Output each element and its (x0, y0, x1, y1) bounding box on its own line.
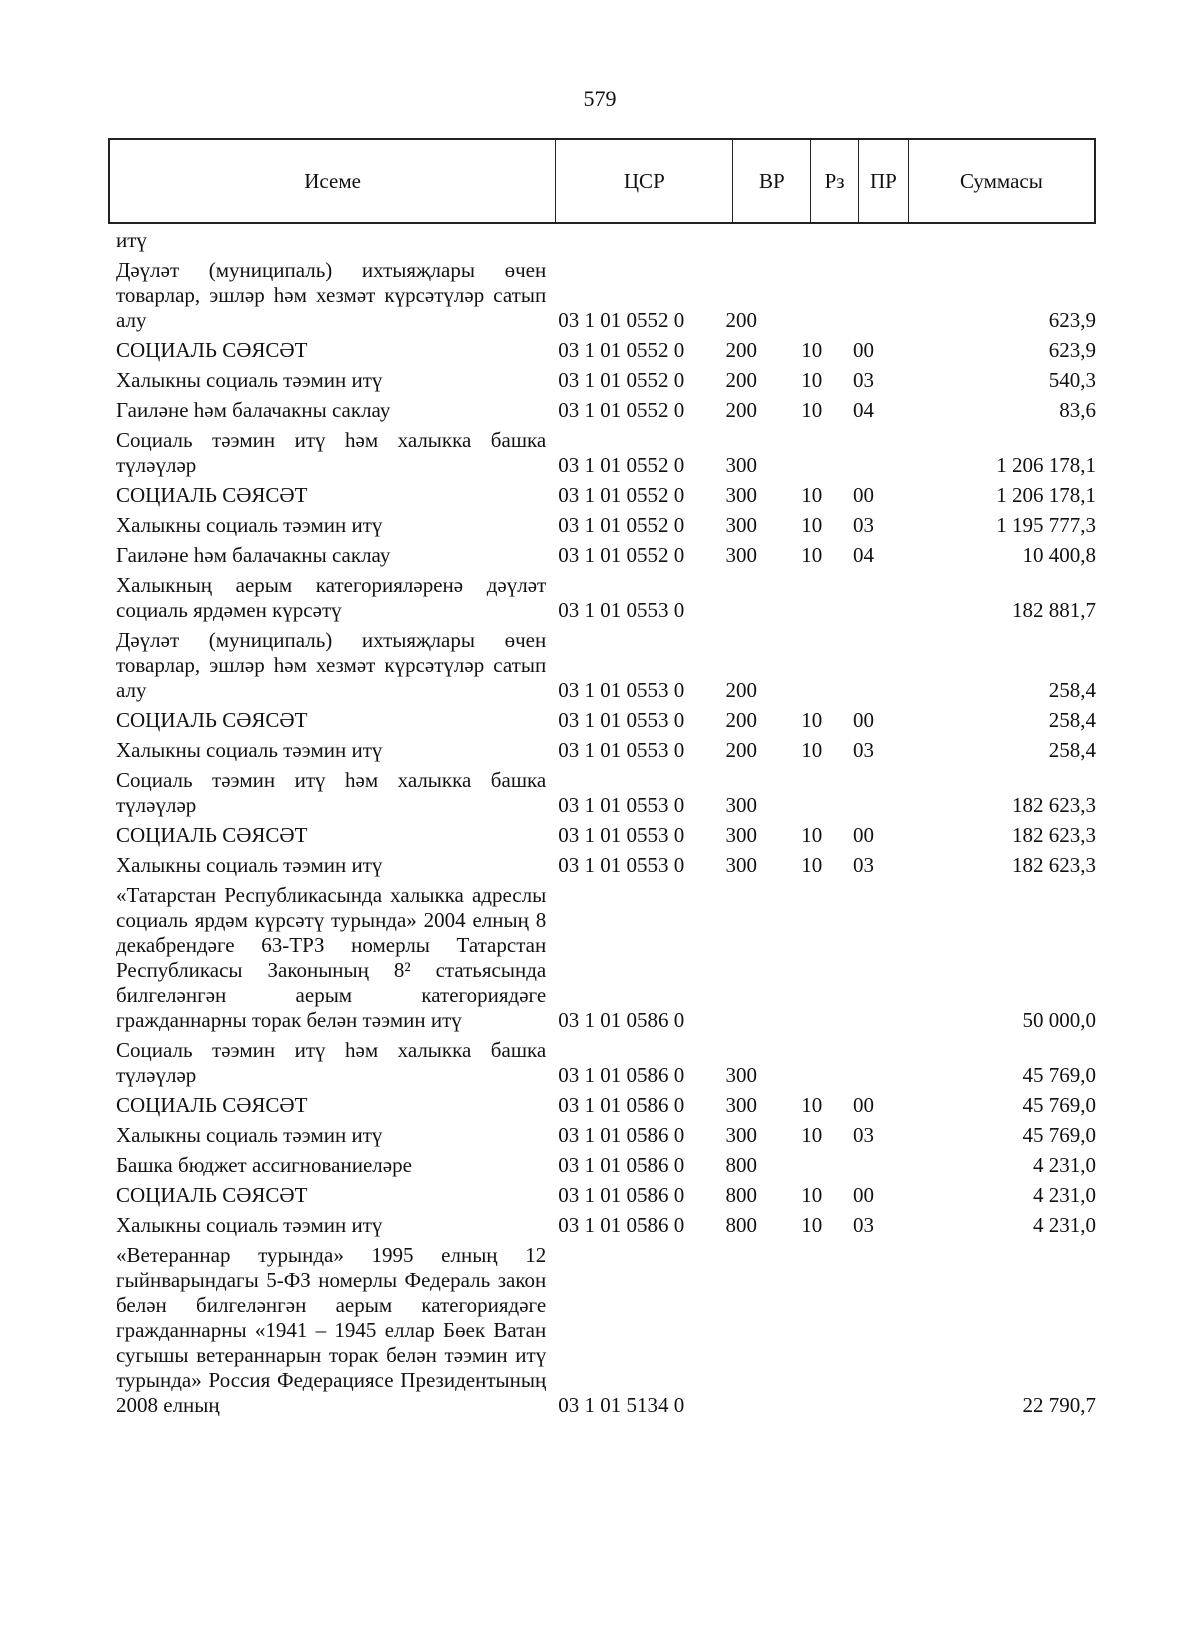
row-rz: 10 (801, 338, 823, 362)
row-csr: 03 1 01 5134 0 (558, 1393, 685, 1417)
row-vr: 200 (725, 338, 758, 362)
row-pr: 03 (853, 368, 875, 392)
row-pr: 04 (853, 398, 875, 422)
row-pr: 00 (853, 483, 875, 507)
row-name: СОЦИАЛЬ СӘЯСӘТ (116, 1183, 308, 1207)
row-rz: 10 (801, 708, 823, 732)
page-number: 579 (583, 86, 617, 111)
row-vr: 800 (725, 1153, 758, 1177)
table-row (116, 628, 1096, 703)
row-sum: 1 206 178,1 (996, 453, 1096, 477)
table-row (116, 398, 1096, 423)
table-row (116, 883, 1096, 1033)
header-sum: Суммасы (959, 168, 1043, 193)
row-sum: 4 231,0 (1033, 1213, 1096, 1237)
row-name: Халыкны социаль тәэмин итү (116, 1123, 383, 1147)
table-row (116, 1153, 1096, 1178)
row-csr: 03 1 01 0552 0 (558, 338, 685, 362)
row-vr: 300 (725, 1093, 758, 1117)
row-name: СОЦИАЛЬ СӘЯСӘТ (116, 1093, 308, 1117)
row-pr: 04 (853, 543, 875, 567)
row-csr: 03 1 01 0586 0 (558, 1153, 685, 1177)
row-csr: 03 1 01 0553 0 (558, 793, 685, 817)
row-sum: 1 206 178,1 (996, 483, 1096, 507)
table-header (108, 138, 1096, 224)
row-name: Башка бюджет ассигнованиеләре (116, 1153, 412, 1177)
row-rz: 10 (801, 1183, 823, 1207)
row-name: Социаль тәэмин итү һәм халыкка башка түләүләр (116, 428, 547, 477)
row-sum: 45 769,0 (1022, 1093, 1096, 1117)
row-rz: 10 (801, 398, 823, 422)
row-vr: 300 (725, 483, 758, 507)
row-csr: 03 1 01 0586 0 (558, 1213, 685, 1237)
row-sum: 45 769,0 (1022, 1123, 1096, 1147)
table-row (116, 1213, 1096, 1238)
table-body (116, 228, 1096, 1423)
row-vr: 800 (725, 1213, 758, 1237)
row-rz: 10 (801, 543, 823, 567)
row-vr: 300 (725, 853, 758, 877)
table-row (116, 543, 1096, 568)
row-csr: 03 1 01 0553 0 (558, 823, 685, 847)
header-vr: ВР (733, 140, 811, 222)
table-row (116, 228, 1096, 253)
row-rz: 10 (801, 1213, 823, 1237)
row-name: «Ветераннар турында» 1995 елның 12 гыйнварындагы 5-ФЗ номерлы Федераль закон белән билгеләнгән аерым категориядәге гражданнарны «1941 – 1945 еллар Бөек Ватан сугышы ветераннарын торак белән тәэмин итү турында» Россия Федерациясе Президентының 2008 елның (116, 1243, 547, 1417)
row-sum: 258,4 (1048, 738, 1096, 762)
row-sum: 623,9 (1048, 308, 1096, 332)
row-vr: 200 (725, 398, 758, 422)
table-row (116, 823, 1096, 848)
row-rz: 10 (801, 368, 823, 392)
row-sum: 182 623,3 (1012, 853, 1096, 877)
table-row (116, 708, 1096, 733)
row-sum: 22 790,7 (1022, 1393, 1096, 1417)
row-sum: 45 769,0 (1022, 1063, 1096, 1087)
row-name: Гаиләне һәм балачакны саклау (116, 398, 391, 422)
row-rz: 10 (801, 1093, 823, 1117)
row-vr: 300 (725, 513, 758, 537)
row-csr: 03 1 01 0586 0 (558, 1063, 685, 1087)
row-rz: 10 (801, 823, 823, 847)
row-vr: 300 (725, 823, 758, 847)
row-name: СОЦИАЛЬ СӘЯСӘТ (116, 708, 308, 732)
table-row (116, 738, 1096, 763)
row-vr: 200 (725, 738, 758, 762)
row-rz: 10 (801, 1123, 823, 1147)
row-pr: 00 (853, 338, 875, 362)
row-name: Дәүләт (муниципаль) ихтыяҗлары өчен товарлар, эшләр һәм хезмәт күрсәтүләр сатып алу (116, 258, 547, 332)
row-vr: 200 (725, 678, 758, 702)
row-name: Халыкны социаль тәэмин итү (116, 513, 383, 537)
row-sum: 10 400,8 (1022, 543, 1096, 567)
row-sum: 4 231,0 (1033, 1153, 1096, 1177)
row-csr: 03 1 01 0586 0 (558, 1123, 685, 1147)
table-row (116, 1183, 1096, 1208)
row-rz: 10 (801, 738, 823, 762)
row-pr: 03 (853, 1123, 875, 1147)
row-pr: 00 (853, 1093, 875, 1117)
row-csr: 03 1 01 0553 0 (558, 598, 685, 622)
row-sum: 182 623,3 (1012, 823, 1096, 847)
table-row (116, 483, 1096, 508)
row-csr: 03 1 01 0552 0 (558, 543, 685, 567)
table-row (116, 258, 1096, 333)
table-row (116, 1093, 1096, 1118)
row-vr: 300 (725, 1123, 758, 1147)
row-vr: 200 (725, 708, 758, 732)
row-rz: 10 (801, 483, 823, 507)
row-vr: 200 (725, 308, 758, 332)
row-vr: 300 (725, 453, 758, 477)
table-row (116, 338, 1096, 363)
header-pr: ПР (859, 140, 909, 222)
table-row (116, 853, 1096, 878)
row-pr: 00 (853, 708, 875, 732)
row-csr: 03 1 01 0553 0 (558, 738, 685, 762)
table-row (116, 1243, 1096, 1418)
row-name: Халыкны социаль тәэмин итү (116, 853, 383, 877)
table-row (116, 573, 1096, 623)
row-vr: 200 (725, 368, 758, 392)
row-sum: 623,9 (1048, 338, 1096, 362)
table-row (116, 1038, 1096, 1088)
row-sum: 258,4 (1048, 708, 1096, 732)
row-pr: 00 (853, 823, 875, 847)
row-pr: 03 (853, 513, 875, 537)
row-csr: 03 1 01 0552 0 (558, 398, 685, 422)
row-rz: 10 (801, 853, 823, 877)
row-sum: 182 623,3 (1012, 793, 1096, 817)
row-sum: 4 231,0 (1033, 1183, 1096, 1207)
row-csr: 03 1 01 0586 0 (558, 1183, 685, 1207)
row-rz: 10 (801, 513, 823, 537)
row-csr: 03 1 01 0553 0 (558, 853, 685, 877)
row-name: Дәүләт (муниципаль) ихтыяҗлары өчен товарлар, эшләр һәм хезмәт күрсәтүләр сатып алу (116, 628, 547, 702)
row-pr: 03 (853, 853, 875, 877)
row-vr: 300 (725, 1063, 758, 1087)
row-sum: 182 881,7 (1012, 598, 1096, 622)
row-csr: 03 1 01 0553 0 (558, 678, 685, 702)
row-csr: 03 1 01 0552 0 (558, 453, 685, 477)
row-pr: 00 (853, 1183, 875, 1207)
table-row (116, 1123, 1096, 1148)
row-csr: 03 1 01 0553 0 (558, 708, 685, 732)
row-csr: 03 1 01 0552 0 (558, 483, 685, 507)
row-csr: 03 1 01 0552 0 (558, 368, 685, 392)
row-name: СОЦИАЛЬ СӘЯСӘТ (116, 823, 308, 847)
row-sum: 1 195 777,3 (996, 513, 1096, 537)
row-sum: 83,6 (1059, 398, 1096, 422)
row-name: Социаль тәэмин итү һәм халыкка башка түләүләр (116, 1038, 547, 1087)
row-csr: 03 1 01 0552 0 (558, 308, 685, 332)
row-csr: 03 1 01 0586 0 (558, 1093, 685, 1117)
row-csr: 03 1 01 0586 0 (558, 1008, 685, 1032)
row-name: Халыкның аерым категорияләренә дәүләт социаль ярдәмен күрсәтү (116, 573, 547, 622)
row-sum: 540,3 (1048, 368, 1096, 392)
row-name: «Татарстан Республикасында халыкка адреслы социаль ярдәм күрсәтү турында» 2004 елның 8 декабрендәге 63-ТРЗ номерлы Татарстан Республикасы Законының 8² статьясында билгеләнгән аерым категориядәге гражданнарны торак белән тәэмин итү (116, 883, 547, 1032)
table-row (116, 513, 1096, 538)
table-row (116, 368, 1096, 393)
table-row (116, 428, 1096, 478)
header-rz: Рз (811, 140, 859, 222)
row-pr: 03 (853, 738, 875, 762)
row-name: итү (116, 228, 147, 252)
row-name: Социаль тәэмин итү һәм халыкка башка түләүләр (116, 768, 547, 817)
row-name: СОЦИАЛЬ СӘЯСӘТ (116, 483, 308, 507)
row-csr: 03 1 01 0552 0 (558, 513, 685, 537)
row-vr: 300 (725, 793, 758, 817)
header-csr: ЦСР (556, 140, 733, 222)
row-vr: 300 (725, 543, 758, 567)
row-vr: 800 (725, 1183, 758, 1207)
row-name: СОЦИАЛЬ СӘЯСӘТ (116, 338, 308, 362)
row-name: Гаиләне һәм балачакны саклау (116, 543, 391, 567)
table-row (116, 768, 1096, 818)
row-name: Халыкны социаль тәэмин итү (116, 738, 383, 762)
row-name: Халыкны социаль тәэмин итү (116, 368, 383, 392)
row-sum: 50 000,0 (1022, 1008, 1096, 1032)
row-name: Халыкны социаль тәэмин итү (116, 1213, 383, 1237)
row-sum: 258,4 (1048, 678, 1096, 702)
row-pr: 03 (853, 1213, 875, 1237)
header-name: Исеме (110, 140, 556, 222)
